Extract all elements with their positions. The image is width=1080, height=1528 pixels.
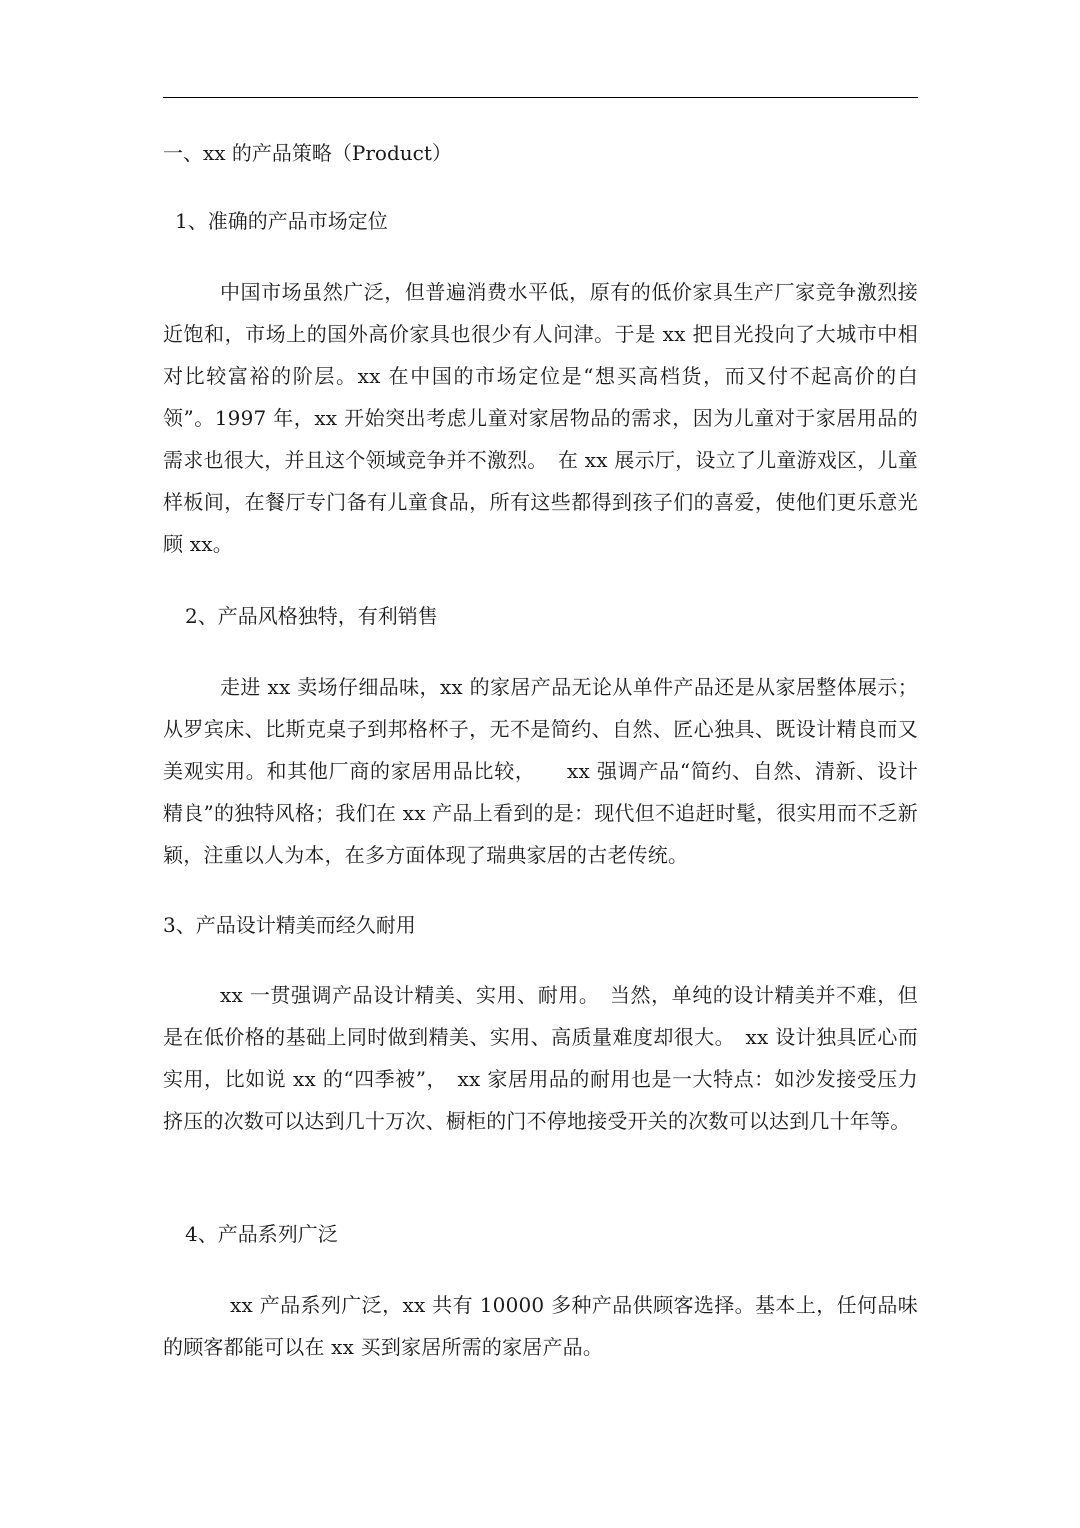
section-heading-2: 2、产品风格独特，有利销售 xyxy=(185,604,438,628)
section-heading-3: 3、产品设计精美而经久耐用 xyxy=(163,913,416,937)
document-title: 一、xx 的产品策略（Product） xyxy=(163,141,452,165)
section-paragraph-2: 走进 xx 卖场仔细品味，xx 的家居产品无论从单件产品还是从家居整体展示；从罗宾床、比斯克桌子到邦格杯子，无不是简约、自然、匠心独具、既设计精良而又美观实用。和其他厂商的家居用品比较， xx 强调产品“简约、自然、清新、设计精良”的独特风格；我们在 xx 产品上看到的是：现代但不追赶时髦，很实用而不乏新颖，注重以人为本，在多方面体现了瑞典家居的古老传统。 xyxy=(163,675,918,867)
section-heading-1: 1、准确的产品市场定位 xyxy=(175,209,388,233)
header-rule xyxy=(163,97,918,98)
section-paragraph-4: xx 产品系列广泛，xx 共有 10000 多种产品供顾客选择。基本上，任何品味的顾客都能可以在 xx 买到家居所需的家居产品。 xyxy=(163,1293,918,1359)
section-heading-4: 4、产品系列广泛 xyxy=(185,1222,338,1246)
section-paragraph-1: 中国市场虽然广泛，但普遍消费水平低，原有的低价家具生产厂家竞争激烈接近饱和，市场上的国外高价家具也很少有人问津。于是 xx 把目光投向了大城市中相对比较富裕的阶层。xx 在中国的市场定位是“想买高档货，而又付不起高价的白领”。1997 年，xx 开始突出考虑儿童对家居物品的需求，因为儿童对于家居用品的需求也很大，并且这个领域竞争并不激烈。 在 xx 展示厅，设立了儿童游戏区，儿童样板间，在餐厅专门备有儿童食品，所有这些都得到孩子们的喜爱，使他们更乐意光顾 xx。 xyxy=(163,280,918,556)
section-paragraph-3: xx 一贯强调产品设计精美、实用、耐用。 当然，单纯的设计精美并不难，但是在低价格的基础上同时做到精美、实用、高质量难度却很大。 xx 设计独具匠心而实用，比如说 xx 的“四季被”， xx 家居用品的耐用也是一大特点：如沙发接受压力挤压的次数可以达到几十万次、橱柜的门不停地接受开关的次数可以达到几十年等。 xyxy=(163,983,918,1133)
